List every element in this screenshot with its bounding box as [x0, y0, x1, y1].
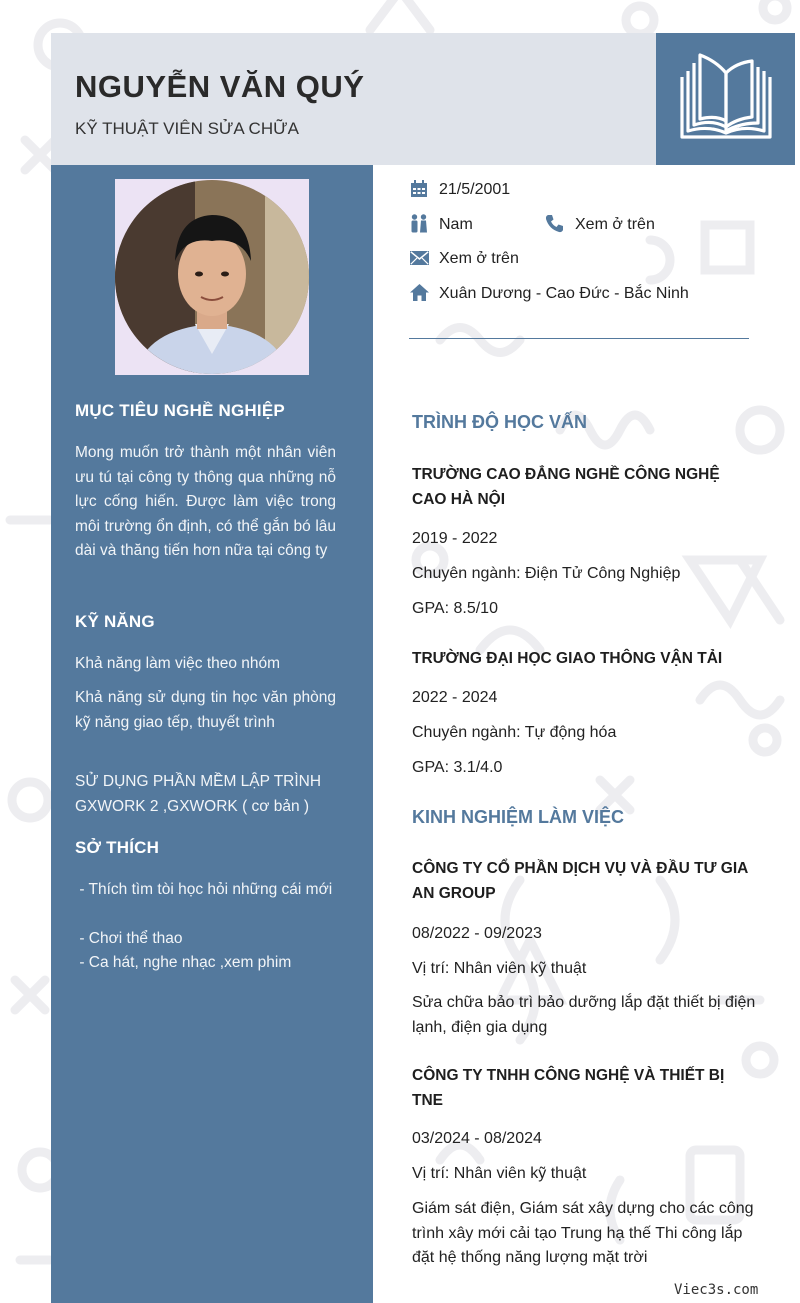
position: Vị trí: Nhân viên kỹ thuật [412, 960, 587, 977]
header-banner [51, 33, 656, 165]
company-name: CÔNG TY CỔ PHẦN DỊCH VỤ VÀ ĐẦU TƯ GIA AN GROUP [412, 860, 748, 902]
skills-title: KỸ NĂNG [75, 612, 155, 631]
phone: Xem ở trên [575, 216, 655, 233]
job-description: Sửa chữa bảo trì bảo dưỡng lắp đặt thiết bị điện lạnh, điện gia dụng [412, 994, 756, 1036]
avatar [115, 179, 309, 375]
experience-title: KINH NGHIỆM LÀM VIỆC [412, 807, 625, 827]
major: Chuyên ngành: Điện Tử Công Nghiệp [412, 565, 681, 582]
skill-item: Khả năng làm việc theo nhóm [75, 655, 281, 672]
school-name: TRƯỜNG CAO ĐẲNG NGHỀ CÔNG NGHỆ CAO HÀ NỘI [412, 466, 720, 508]
job-description: Giám sát điện, Giám sát xây dựng cho các công trình xây mới cải tạo Trung hạ thế Thi công lắp đặt hệ thống năng lượng mặt trời [412, 1200, 754, 1266]
school-name: TRƯỜNG ĐẠI HỌC GIAO THÔNG VẬN TẢI [412, 650, 723, 667]
profile-photo [115, 179, 309, 375]
calendar-icon [410, 180, 428, 198]
sidebar [51, 165, 373, 1303]
address: Xuân Dương - Cao Đức - Bắc Ninh [439, 285, 689, 302]
hobby-item: - Chơi thể thao [75, 930, 183, 947]
work-period: 03/2024 - 08/2024 [412, 1130, 542, 1147]
gender: Nam [439, 216, 473, 233]
divider [409, 338, 749, 339]
gender-icon [410, 214, 428, 233]
gpa: GPA: 3.1/4.0 [412, 759, 503, 776]
open-book-icon [678, 51, 774, 143]
objective-title: MỤC TIÊU NGHỀ NGHIỆP [75, 401, 285, 420]
company-name: CÔNG TY TNHH CÔNG NGHỆ VÀ THIẾT BỊ TNE [412, 1067, 725, 1109]
position: Vị trí: Nhân viên kỹ thuật [412, 1165, 587, 1182]
skill-item: SỬ DỤNG PHẦN MỀM LẬP TRÌNH GXWORK 2 ,GXWORK ( cơ bản ) [75, 773, 322, 815]
logo-box [656, 33, 795, 165]
phone-icon [545, 214, 564, 233]
home-icon [410, 284, 429, 301]
skill-item: Khả năng sử dụng tin học văn phòng kỹ năng giao tếp, thuyết trình [75, 689, 336, 731]
email: Xem ở trên [439, 250, 519, 267]
job-title: KỸ THUẬT VIÊN SỬA CHỮA [75, 119, 299, 138]
objective-text: Mong muốn trở thành một nhân viên ưu tú tại công ty thông qua những nỗ lực cống hiến. Được làm việc trong môi trường ổn định, có thể gắn bó lâu dài và thăng tiến hơn nữa tại công ty [75, 444, 336, 559]
study-period: 2019 - 2022 [412, 530, 498, 547]
email-icon [410, 251, 429, 265]
work-period: 08/2022 - 09/2023 [412, 925, 542, 942]
education-title: TRÌNH ĐỘ HỌC VẤN [412, 412, 587, 432]
watermark: Viec3s.com [674, 1282, 759, 1298]
candidate-name: NGUYỄN VĂN QUÝ [75, 69, 365, 104]
study-period: 2022 - 2024 [412, 689, 498, 706]
hobby-item: - Ca hát, nghe nhạc ,xem phim [75, 954, 292, 971]
birthday: 21/5/2001 [439, 181, 511, 198]
hobbies-title: SỞ THÍCH [75, 838, 160, 857]
gpa: GPA: 8.5/10 [412, 600, 498, 617]
major: Chuyên ngành: Tự động hóa [412, 724, 617, 741]
hobby-item: - Thích tìm tòi học hỏi những cái mới [75, 881, 333, 898]
